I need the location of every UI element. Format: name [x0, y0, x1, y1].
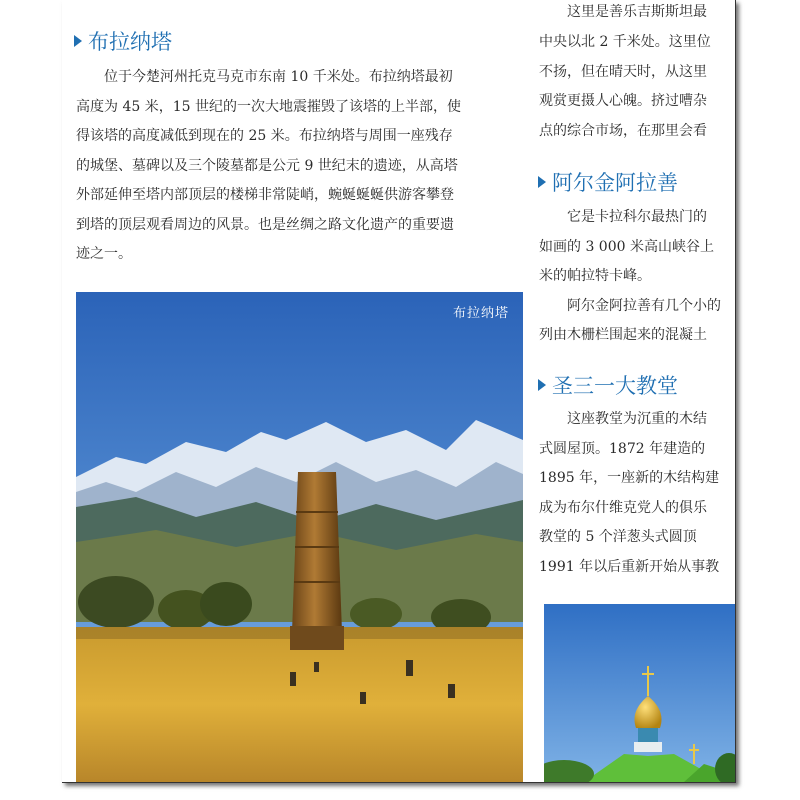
book-page: [62, 0, 736, 783]
burana-paragraph: [76, 63, 526, 270]
paragraph-line: 中央以北 2 千米处。这里位: [539, 34, 711, 50]
section-heading-text: 阿尔金阿拉善: [552, 171, 678, 195]
section-heading-holy-trinity-cathedral: [538, 368, 678, 402]
paragraph-line: 高度为 45 米，15 世纪的一次大地震摧毁了该塔的上半部，使: [76, 98, 461, 115]
paragraph-line: 教堂的 5 个洋葱头式圆顶: [539, 529, 697, 545]
paragraph-line: 它是卡拉科尔最热门的: [567, 209, 707, 225]
photo-caption: 布拉纳塔: [452, 306, 509, 321]
triangle-bullet-icon: [74, 35, 82, 47]
paragraph-line: 米的帕拉特卡峰。: [539, 268, 651, 284]
cathedral-illustration: [544, 604, 735, 782]
paragraph-line: 外部延伸至塔内部顶层的楼梯非常陡峭，蜿蜒蜒蜒供游客攀登: [76, 187, 454, 203]
paragraph-line: 位于今楚河州托克马克市东南 10 千米处。布拉纳塔最初: [104, 69, 453, 85]
section-heading-burana-tower: [74, 24, 172, 58]
cathedral-photo: [544, 604, 735, 782]
paragraph-line: 阿尔金阿拉善有几个小的: [567, 297, 721, 314]
triangle-bullet-icon: [538, 176, 546, 188]
paragraph-line: 迹之一。: [76, 246, 132, 262]
tower-landscape-illustration: [76, 292, 523, 782]
paragraph-line: 不扬，但在晴天时，从这里: [539, 63, 707, 80]
paragraph-line: 1895 年，一座新的木结构建: [539, 470, 720, 486]
altyn-arashan-text: [539, 203, 736, 351]
section-heading-text: 圣三一大教堂: [552, 374, 678, 398]
right-intro-text: [539, 0, 736, 146]
paragraph-line: 这座教堂为沉重的木结: [567, 411, 707, 427]
paragraph-line: 的城堡、墓碑以及三个陵墓都是公元 9 世纪末的遗迹，从高塔: [76, 157, 458, 174]
triangle-bullet-icon: [538, 379, 546, 391]
paragraph-line: 1991 年以后重新开始从事教: [539, 558, 720, 575]
paragraph-line: 成为布尔什维克党人的俱乐: [539, 499, 707, 516]
section-heading-altyn-arashan: [538, 165, 678, 199]
paragraph-line: 式圆屋顶。1872 年建造的: [539, 440, 706, 457]
section-heading-text: 布拉纳塔: [88, 30, 172, 54]
paragraph-line: 这里是善乐吉斯斯坦最: [567, 4, 707, 20]
paragraph-line: 观赏更摄人心魄。挤过嘈杂: [539, 93, 707, 109]
cathedral-text: [539, 405, 736, 582]
paragraph-line: 列由木栅栏围起来的混凝土: [539, 327, 707, 343]
paragraph-line: 到塔的顶层观看周边的风景。也是丝绸之路文化遗产的重要遗: [76, 216, 454, 233]
paragraph-line: 得该塔的高度减低到现在的 25 米。布拉纳塔与周围一座残存: [76, 128, 453, 144]
paragraph-line: 如画的 3 000 米高山峡谷上: [539, 238, 714, 255]
burana-tower-photo: [76, 292, 523, 782]
paragraph-line: 点的综合市场，在那里会看: [539, 122, 707, 139]
